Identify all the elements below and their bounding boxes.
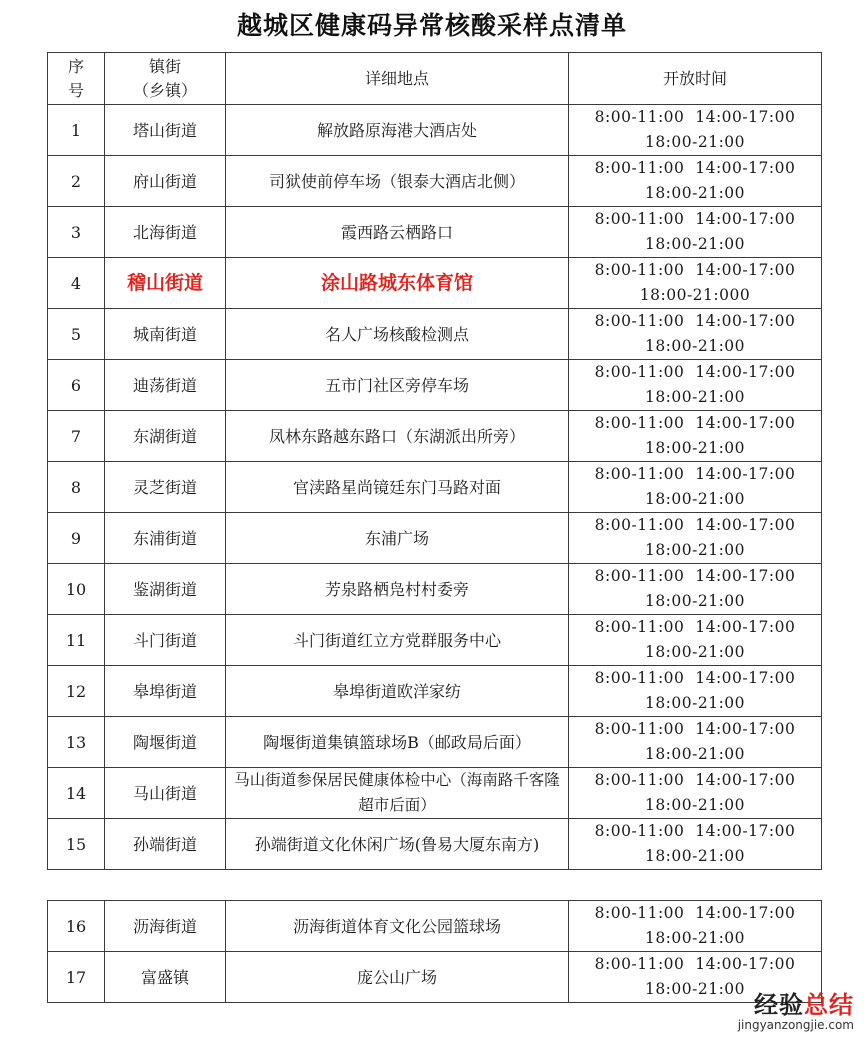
watermark (738, 985, 854, 1032)
row-hours (569, 666, 822, 717)
row-town: 北海街道 (105, 207, 226, 258)
row-town: 东湖街道 (105, 411, 226, 462)
row-town: 稽山街道 (105, 258, 226, 309)
hours-line1: 8:00-11:00 14:00-17:00 (594, 771, 796, 789)
row-number: 3 (48, 207, 105, 258)
header-street-line2: （乡镇） (132, 80, 197, 100)
hours-line1: 8:00-11:00 14:00-17:00 (594, 955, 796, 973)
hours-line2: 18:00-21:00 (644, 541, 746, 559)
hours-line1: 8:00-11:00 14:00-17:00 (594, 567, 796, 585)
header-street (105, 53, 226, 105)
row-hours (569, 901, 822, 952)
hours-line1: 8:00-11:00 14:00-17:00 (594, 159, 796, 177)
watermark-text-main: 经验 (754, 991, 804, 1019)
row-hours (569, 258, 822, 309)
row-number: 10 (48, 564, 105, 615)
table-row (48, 156, 822, 207)
hours-line2: 18:00-21:00 (644, 184, 746, 202)
row-town: 马山街道 (105, 768, 226, 819)
row-hours (569, 156, 822, 207)
row-address: 解放路原海港大酒店处 (226, 105, 569, 156)
row-town: 府山街道 (105, 156, 226, 207)
table-row (48, 207, 822, 258)
hours-line2: 18:00-21:00 (644, 235, 746, 253)
table-row (48, 462, 822, 513)
hours-line2: 18:00-21:00 (644, 980, 746, 998)
table-row (48, 615, 822, 666)
row-town: 富盛镇 (105, 952, 226, 1003)
row-hours (569, 819, 822, 870)
hours-line1: 8:00-11:00 14:00-17:00 (594, 108, 796, 126)
hours-line1: 8:00-11:00 14:00-17:00 (594, 465, 796, 483)
row-address: 庞公山广场 (226, 952, 569, 1003)
row-town: 孙端街道 (105, 819, 226, 870)
row-address: 五市门社区旁停车场 (226, 360, 569, 411)
hours-line2: 18:00-21:00 (644, 643, 746, 661)
row-number: 16 (48, 901, 105, 952)
hours-line2: 18:00-21:00 (644, 337, 746, 355)
table-row (48, 411, 822, 462)
hours-line2: 18:00-21:00 (644, 592, 746, 610)
hours-line1: 8:00-11:00 14:00-17:00 (594, 210, 796, 228)
sampling-sites-table-continued (47, 900, 822, 1003)
row-number: 14 (48, 768, 105, 819)
hours-line1: 8:00-11:00 14:00-17:00 (594, 669, 796, 687)
row-number: 4 (48, 258, 105, 309)
row-hours (569, 768, 822, 819)
row-number: 12 (48, 666, 105, 717)
row-address: 皋埠街道欧洋家纺 (226, 666, 569, 717)
row-town: 皋埠街道 (105, 666, 226, 717)
header-seq (48, 53, 105, 105)
row-address: 涂山路城东体育馆 (226, 258, 569, 309)
hours-line2: 18:00-21:000 (639, 286, 751, 304)
hours-line1: 8:00-11:00 14:00-17:00 (594, 720, 796, 738)
hours-line1: 8:00-11:00 14:00-17:00 (594, 261, 796, 279)
row-town: 陶堰街道 (105, 717, 226, 768)
table-row (48, 258, 822, 309)
watermark-url: jingyanzongjie.com (737, 1018, 854, 1032)
table-header-row (48, 53, 822, 105)
row-address: 司狱使前停车场（银泰大酒店北侧） (226, 156, 569, 207)
hours-line2: 18:00-21:00 (644, 490, 746, 508)
row-hours (569, 564, 822, 615)
row-hours (569, 411, 822, 462)
row-hours (569, 462, 822, 513)
table-row (48, 309, 822, 360)
row-hours (569, 360, 822, 411)
hours-line1: 8:00-11:00 14:00-17:00 (594, 904, 796, 922)
row-town: 塔山街道 (105, 105, 226, 156)
row-address: 霞西路云栖路口 (226, 207, 569, 258)
hours-line1: 8:00-11:00 14:00-17:00 (594, 414, 796, 432)
row-number: 6 (48, 360, 105, 411)
row-address: 陶堰街道集镇篮球场B（邮政局后面） (226, 717, 569, 768)
header-address: 详细地点 (226, 53, 569, 105)
row-number: 2 (48, 156, 105, 207)
hours-line2: 18:00-21:00 (644, 745, 746, 763)
row-number: 8 (48, 462, 105, 513)
hours-line2: 18:00-21:00 (644, 929, 746, 947)
row-address: 凤林东路越东路口（东湖派出所旁） (226, 411, 569, 462)
header-street-line1: 镇街 (148, 56, 181, 76)
table-body (48, 105, 822, 870)
header-hours: 开放时间 (569, 53, 822, 105)
row-address: 沥海街道体育文化公园篮球场 (226, 901, 569, 952)
table-row (48, 901, 822, 952)
row-number: 15 (48, 819, 105, 870)
hours-line2: 18:00-21:00 (644, 439, 746, 457)
watermark-text-accent: 总结 (804, 991, 854, 1019)
hours-line2: 18:00-21:00 (644, 694, 746, 712)
row-address: 斗门街道红立方党群服务中心 (226, 615, 569, 666)
row-town: 迪荡街道 (105, 360, 226, 411)
row-number: 5 (48, 309, 105, 360)
row-number: 1 (48, 105, 105, 156)
row-town: 斗门街道 (105, 615, 226, 666)
hours-line2: 18:00-21:00 (644, 796, 746, 814)
table-row (48, 819, 822, 870)
table-row (48, 513, 822, 564)
table-row (48, 768, 822, 819)
table-row (48, 564, 822, 615)
row-number: 7 (48, 411, 105, 462)
row-hours (569, 615, 822, 666)
row-town: 鉴湖街道 (105, 564, 226, 615)
hours-line1: 8:00-11:00 14:00-17:00 (594, 822, 796, 840)
row-town: 沥海街道 (105, 901, 226, 952)
row-address: 名人广场核酸检测点 (226, 309, 569, 360)
page-title: 越城区健康码异常核酸采样点清单 (236, 11, 627, 40)
row-address: 马山街道参保居民健康体检中心（海南路千客隆超市后面） (226, 768, 569, 819)
row-address: 芳泉路栖凫村村委旁 (226, 564, 569, 615)
row-number: 13 (48, 717, 105, 768)
row-number: 17 (48, 952, 105, 1003)
header-seq-line2: 号 (67, 80, 84, 100)
row-town: 灵芝街道 (105, 462, 226, 513)
row-address: 官渎路星尚镜廷东门马路对面 (226, 462, 569, 513)
row-number: 11 (48, 615, 105, 666)
table-row (48, 105, 822, 156)
sampling-sites-table (47, 52, 822, 870)
hours-line1: 8:00-11:00 14:00-17:00 (594, 516, 796, 534)
row-town: 东浦街道 (105, 513, 226, 564)
row-hours (569, 105, 822, 156)
hours-line2: 18:00-21:00 (644, 133, 746, 151)
table-row (48, 952, 822, 1003)
hours-line1: 8:00-11:00 14:00-17:00 (594, 312, 796, 330)
row-hours (569, 309, 822, 360)
table-row (48, 717, 822, 768)
row-address: 孙端街道文化休闲广场(鲁易大厦东南方) (226, 819, 569, 870)
header-seq-line1: 序 (67, 56, 84, 76)
table-row (48, 360, 822, 411)
row-hours (569, 513, 822, 564)
hours-line1: 8:00-11:00 14:00-17:00 (594, 618, 796, 636)
hours-line2: 18:00-21:00 (644, 847, 746, 865)
table-body-continued (48, 901, 822, 1003)
watermark-logo (738, 985, 854, 1020)
row-town: 城南街道 (105, 309, 226, 360)
hours-line1: 8:00-11:00 14:00-17:00 (594, 363, 796, 381)
hours-line2: 18:00-21:00 (644, 388, 746, 406)
row-number: 9 (48, 513, 105, 564)
table-row (48, 666, 822, 717)
row-hours (569, 717, 822, 768)
row-address: 东浦广场 (226, 513, 569, 564)
row-hours (569, 207, 822, 258)
